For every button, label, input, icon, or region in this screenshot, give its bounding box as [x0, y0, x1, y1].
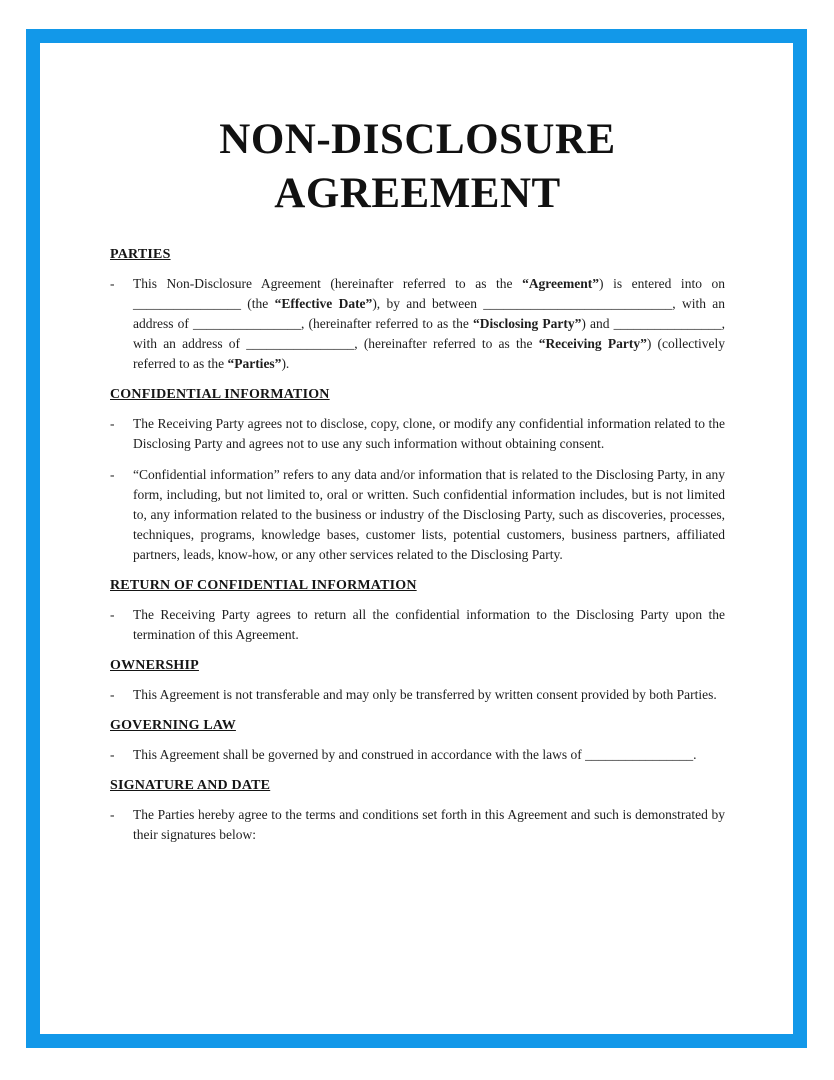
document-title-line-1: NON-DISCLOSURE: [219, 116, 616, 163]
bullet-dash: -: [110, 467, 115, 482]
paragraph-text: [133, 605, 725, 645]
defined-term: “Receiving Party”: [538, 336, 647, 351]
text-run: ), by and between ____________________________, with an address of ________________, (hereinafter referred to as the: [133, 296, 725, 331]
text-run: The Parties hereby agree to the terms and conditions set forth in this Agreement and such is demonstrated by their signatures below:: [133, 807, 725, 842]
text-run: This Non-Disclosure Agreement (hereinafter referred to as the: [133, 276, 523, 291]
text-run: The Receiving Party agrees to return all the confidential information to the Disclosing Party upon the termination of this Agreement.: [133, 607, 725, 642]
bullet-paragraph: [110, 274, 725, 374]
section-heading: CONFIDENTIAL INFORMATION: [110, 387, 330, 402]
bullet-dash: -: [110, 416, 115, 431]
bullet-dash: -: [110, 687, 115, 702]
section-heading: RETURN OF CONFIDENTIAL INFORMATION: [110, 578, 417, 593]
defined-term: “Agreement”: [522, 276, 600, 291]
paragraph-text: [133, 414, 725, 454]
paragraph-text: [133, 805, 725, 845]
bullet-dash: -: [110, 607, 115, 622]
text-run: ) (collectively referred to as the: [133, 336, 726, 371]
paragraph-text: [133, 745, 725, 765]
bullet-paragraph: [110, 745, 725, 765]
bullet-paragraph: [110, 465, 725, 565]
bullet-paragraph: [110, 805, 725, 845]
bullet-paragraph: [110, 605, 725, 645]
paragraph-text: [133, 465, 725, 565]
text-run: ).: [281, 356, 290, 371]
sections: [110, 245, 725, 845]
text-run: This Agreement shall be governed by and construed in accordance with the laws of ________________.: [133, 747, 697, 762]
bullet-dash: -: [110, 276, 115, 291]
defined-term: “Disclosing Party”: [473, 316, 582, 331]
paragraph-text: [133, 685, 725, 705]
text-run: This Agreement is not transferable and may only be transferred by written consent provided by both Parties.: [133, 687, 717, 702]
bullet-dash: -: [110, 747, 115, 762]
text-run: “Confidential information” refers to any data and/or information that is related to the Disclosing Party, in any form, including, but not limited to, oral or written. Such confidential information includes, but is not limited to, any information related to the business or industry of the Disclosing Party, such as discoveries, processes, techniques, programs, knowledge bases, customer lists, potential customers, business partners, affiliated partners, leads, know-how, or any other services related to the Disclosing Party.: [133, 467, 725, 562]
bullet-dash: -: [110, 807, 115, 822]
bullet-paragraph: [110, 685, 725, 705]
section-heading: OWNERSHIP: [110, 658, 199, 673]
defined-term: “Parties”: [227, 356, 282, 371]
paragraph-text: [133, 274, 725, 374]
defined-term: “Effective Date”: [274, 296, 373, 311]
section-heading: SIGNATURE AND DATE: [110, 778, 271, 793]
bullet-paragraph: [110, 414, 725, 454]
text-run: ) is entered into on ________________ (the: [133, 276, 725, 311]
document-title: [110, 113, 725, 221]
text-run: The Receiving Party agrees not to disclose, copy, clone, or modify any confidential information related to the Disclosing Party and agrees not to use any such information without obtaining consent.: [133, 416, 725, 451]
section-heading: GOVERNING LAW: [110, 718, 236, 733]
document-title-line-2: AGREEMENT: [274, 170, 561, 217]
section-heading: PARTIES: [110, 247, 171, 262]
text-run: ) and ________________, with an address of ________________, (hereinafter referred to as the: [133, 316, 725, 351]
document-content: [40, 43, 793, 1034]
